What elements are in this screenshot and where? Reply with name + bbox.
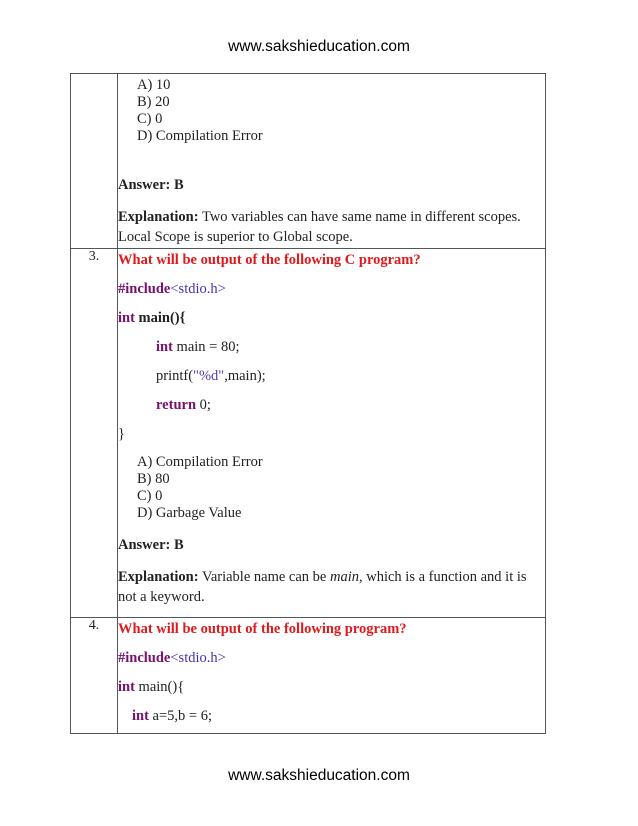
question-body-q3 — [118, 249, 546, 618]
question-number-4: 4. — [71, 618, 118, 734]
option-a: A) 10 — [137, 77, 171, 93]
header-site-url: www.sakshieducation.com — [228, 38, 410, 55]
table-row-q4 — [71, 618, 546, 734]
answer-label: Answer: — [118, 177, 171, 193]
question-title: What will be output of the following program? — [118, 621, 407, 637]
code-printf: printf("%d",main); — [156, 368, 266, 384]
answer-line — [118, 175, 545, 195]
code-main-signature: int main(){ — [118, 679, 185, 695]
code-main-signature: int main(){ — [118, 310, 186, 326]
explanation-label: Explanation: — [118, 569, 199, 585]
question-body-q2 — [118, 74, 546, 249]
answer-label: Answer: — [118, 537, 171, 553]
option-c: C) 0 — [137, 111, 163, 127]
question-title: What will be output of the following C program? — [118, 252, 421, 268]
footer-site-url: www.sakshieducation.com — [228, 767, 410, 784]
option-b: B) 20 — [137, 94, 170, 110]
code-close-brace: } — [118, 426, 125, 442]
code-declaration: int a=5,b = 6; — [132, 708, 212, 724]
code-include: #include<stdio.h> — [118, 650, 226, 666]
option-d: D) Garbage Value — [137, 505, 242, 521]
explanation-text: Two variables can have same name in different scopes. Local Scope is superior to Global scope. — [118, 209, 521, 245]
explanation-emphasis: main — [329, 569, 359, 585]
questions-table — [70, 73, 546, 734]
question-body-q4 — [118, 618, 546, 734]
table-row-q2 — [71, 74, 546, 249]
option-d: D) Compilation Error — [137, 128, 263, 144]
explanation-label: Explanation: — [118, 209, 199, 225]
table-row-q3 — [71, 249, 546, 618]
question-number-cell — [71, 74, 118, 249]
options-list — [118, 454, 545, 522]
option-a: A) Compilation Error — [137, 454, 263, 470]
answer-value: B — [173, 537, 184, 553]
options-list — [118, 77, 545, 145]
question-number-3: 3. — [71, 249, 118, 618]
explanation — [118, 207, 545, 247]
option-b: B) 80 — [137, 471, 170, 487]
code-include: #include<stdio.h> — [118, 281, 226, 297]
code-declaration: int main = 80; — [156, 339, 240, 355]
explanation: Explanation: Variable name can be main, which is a function and it is not a keyword. — [118, 569, 527, 605]
answer-line — [118, 535, 545, 555]
code-return: return 0; — [156, 397, 211, 413]
option-c: C) 0 — [137, 488, 163, 504]
answer-value: B — [173, 177, 184, 193]
